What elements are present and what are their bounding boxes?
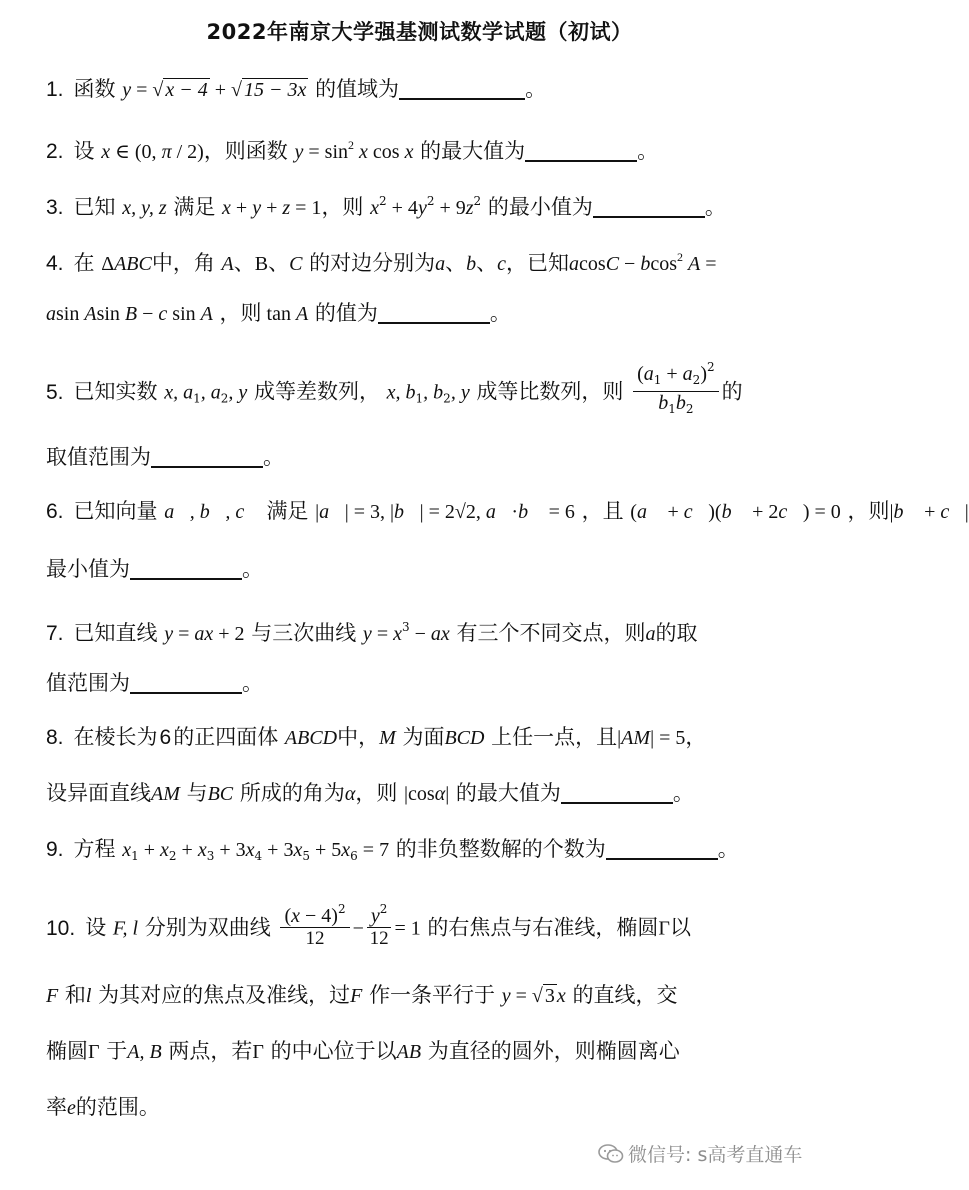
question-text: 中，角 (151, 251, 215, 275)
question-number: 7. (46, 622, 64, 645)
answer-blank (399, 76, 525, 100)
question-text: 的右焦点与右准线，椭圆 (427, 915, 659, 940)
question-text: ，则 (321, 195, 364, 219)
question-number: 5. (46, 380, 64, 404)
question-text: 设 (85, 915, 107, 940)
watermark (598, 1140, 802, 1167)
question-text: 作一条平行于 (369, 983, 496, 1007)
question-text: ，则 (355, 781, 398, 805)
punct: 。 (637, 139, 659, 163)
question-text: 的值为 (314, 301, 378, 325)
answer-blank (525, 138, 637, 162)
question-text: 已知向量 (73, 499, 158, 523)
question-text: ，则 (847, 499, 890, 523)
question-text: 的对边分别为 (309, 251, 436, 275)
question-9: 9. 方程 $x_1 + x_2 + x_3 + 3x_4 + 3x_5 + 5x_6 = 7$ 的非负整数解的个数为 。 (46, 837, 739, 863)
question-number: 6. (46, 500, 64, 523)
question-text: 椭圆 (46, 1039, 88, 1063)
answer-blank (151, 444, 263, 468)
punct: 、 (476, 251, 498, 275)
question-text: 两点，若 (168, 1039, 253, 1063)
question-text: ，已知 (506, 251, 570, 275)
question-text: 满足 (173, 195, 216, 219)
answer-blank (130, 670, 242, 694)
punct: 。 (489, 301, 511, 325)
question-text: 值范围为 (46, 671, 130, 695)
watermark-text: 微信号: s高考直通车 (628, 1144, 803, 1166)
question-number: 3. (46, 196, 64, 219)
question-text: 成等差数列， (253, 379, 380, 404)
question-text: 设异面直线 (46, 781, 151, 805)
question-7-line-2 (46, 668, 799, 698)
punct: 。 (242, 671, 263, 695)
answer-blank (593, 194, 705, 218)
question-text: ，则 (219, 301, 262, 325)
question-text: 的最小值为 (487, 195, 593, 219)
question-number: 8. (46, 726, 64, 749)
question-5-line-2 (46, 442, 799, 472)
answer-blank (378, 300, 490, 324)
question-10-line-4: 率e的范围。 (46, 1095, 160, 1119)
question-1: 1. 函数 y = √ x − 4 + √ 15 − 3x 的值域为 。 (46, 77, 547, 101)
question-text: 的正四面体 (173, 725, 279, 749)
question-number: 10. (46, 916, 76, 940)
question-text: 已知直线 (73, 621, 158, 645)
question-text: 成等比数列，则 (476, 379, 624, 404)
question-5: 5. 已知实数 x, $a_1$, $a_2$, y 成等差数列， x, $b_1$, $b_2$, y 成等比数列，则 $\frac{(a_1 + a_2)^2}{b_1b_2}$ 的 (46, 366, 799, 420)
punct: 。 (717, 837, 739, 861)
punct: ， (685, 725, 707, 749)
question-6: 6. 已知向量 a⃗, b⃗, c⃗ 满足 |a⃗| = 3, |b⃗| = 2√2, a⃗·b⃗ = 6 ，且 (a⃗ + c⃗)(b⃗ + 2c⃗) = 0 ，则|b⃗ + c⃗| (46, 499, 969, 523)
question-text: 以 (669, 915, 691, 940)
question-text: 为面 (402, 725, 445, 749)
question-text: 为直径的圆外，则椭圆离心 (427, 1039, 680, 1063)
punct: 、 (268, 251, 290, 275)
question-text: 满足 (266, 499, 309, 523)
question-text: 取值范围为 (46, 445, 151, 469)
question-text: ，则函数 (203, 139, 288, 163)
question-text: 的最大值为 (455, 781, 561, 805)
edge-length: 6 (159, 726, 172, 749)
question-text: 在 (73, 251, 95, 275)
question-text: 的范围。 (75, 1095, 160, 1119)
question-text: 有三个不同交点，则 (456, 621, 646, 645)
page-title: 2022年南京大学强基测试数学试题（初试） (206, 20, 633, 44)
question-text: 与 (186, 781, 208, 805)
question-text: 的直线，交 (572, 983, 678, 1007)
question-text: 上任一点，且 (491, 725, 618, 749)
question-4: 4. 在 ΔABC中，角 A、B、C 的对边分别为a、b、c，已知acosC − bcos$^2$ A = (46, 250, 717, 275)
question-text: 和 (64, 983, 86, 1007)
question-text: 的值域为 (315, 77, 400, 101)
punct: 、 (233, 251, 255, 275)
question-10-line-3: 椭圆Γ 于A, B 两点，若Γ 的中心位于以AB 为直径的圆外，则椭圆离心 (46, 1039, 680, 1063)
question-text: 分别为双曲线 (144, 915, 271, 940)
question-8-line-2: 设异面直线AM 与BC 所成的角为α，则 |cosα| 的最大值为 。 (46, 781, 694, 805)
question-text: 的非负整数解的个数为 (395, 837, 606, 861)
question-number: 1. (46, 78, 64, 101)
question-text: ，且 (581, 499, 624, 523)
punct: 。 (263, 445, 284, 469)
answer-blank (606, 836, 718, 860)
wechat-icon (598, 1143, 624, 1165)
question-text: 的最大值为 (420, 139, 526, 163)
question-text: 设 (73, 139, 95, 163)
question-number: 9. (46, 838, 64, 861)
question-text: 为其对应的焦点及准线，过 (98, 983, 351, 1007)
question-text: 在棱长为 (73, 725, 158, 749)
question-text: 与三次曲线 (251, 621, 357, 645)
answer-blank (561, 780, 673, 804)
punct: 、 (445, 251, 467, 275)
question-8: 8. 在棱长为6的正四面体 ABCD中，M 为面BCD 上任一点，且|AM| = 5， (46, 725, 707, 749)
answer-blank (130, 556, 242, 580)
question-number: 4. (46, 252, 64, 275)
question-number: 2. (46, 140, 64, 163)
question-text: 的 (721, 379, 743, 404)
question-text: 中， (337, 725, 380, 749)
question-6-line-2 (46, 554, 799, 584)
question-7: 7. 已知直线 y = ax + 2 与三次曲线 $y = x^3$ − ax 有三个不同交点，则a的取 (46, 620, 698, 645)
question-text: 率 (46, 1095, 67, 1119)
question-10-line-2: F 和l 为其对应的焦点及准线，过F 作一条平行于 y = √ 3 x 的直线，交 (46, 983, 678, 1007)
question-text: 所成的角为 (239, 781, 345, 805)
punct: 。 (242, 557, 263, 581)
question-text: 的中心位于以 (270, 1039, 397, 1063)
question-text: 的取 (655, 621, 698, 645)
question-text: 方程 (73, 837, 116, 861)
question-text: 最小值为 (46, 557, 130, 581)
question-4-line-2: asin Asin B − c sin A ，则 tan A 的值为 。 (46, 301, 511, 325)
punct: 。 (672, 781, 694, 805)
question-10: 10. 设 F, l 分别为双曲线 $\frac{(x - 4)^2}{12}$ − $\frac{y^2}{12}$ = 1 的右焦点与右准线，椭圆Γ以 (46, 908, 799, 950)
question-3: 3. 已知 x, y, z 满足 x + y + z = 1，则 $x^2 + 4y^2 + 9z^2$ 的最小值为 。 (46, 194, 726, 219)
question-text: 函数 (73, 77, 116, 101)
question-text: 已知 (73, 195, 116, 219)
punct: 。 (704, 195, 726, 219)
punct: 。 (525, 77, 547, 101)
question-text: 于 (106, 1039, 128, 1063)
question-2: 2. 设 x ∈ (0, π / 2)，则函数 $y = \sin^2 x$ cos x 的最大值为 。 (46, 138, 659, 163)
question-text: 已知实数 (73, 379, 158, 404)
